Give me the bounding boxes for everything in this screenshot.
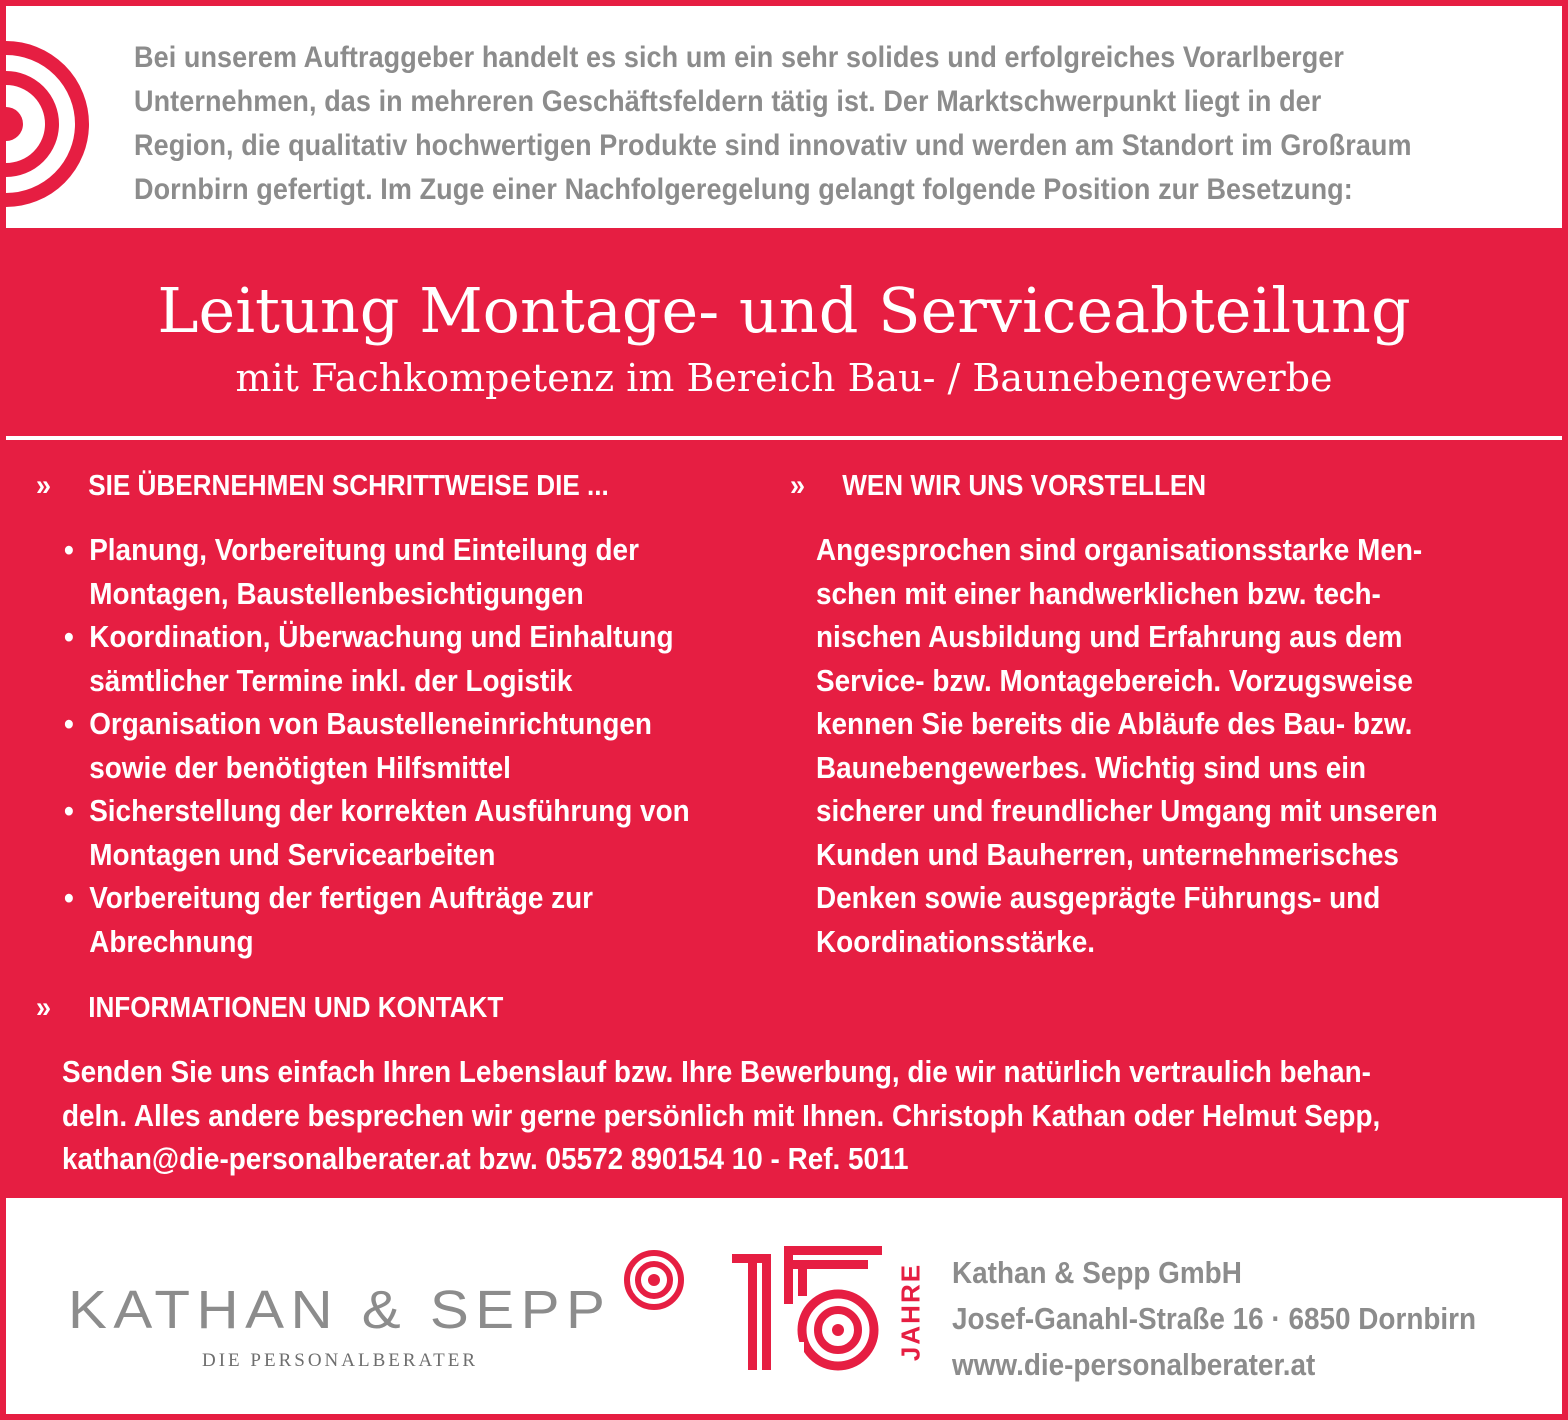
list-item-line: sowie der benötigten Hilfsmittel (89, 749, 511, 785)
chevron-double-right-icon: » (790, 469, 806, 502)
intro-line: Unternehmen, das in mehreren Geschäftsfeldern tätig ist. Der Marktschwerpunkt liegt in der (134, 85, 1322, 118)
profile-heading (790, 468, 1206, 504)
intro-line: Bei unserem Auftraggeber handelt es sich um ein sehr solides und erfolgreiches Vorarlberger (134, 41, 1345, 74)
profile-line: Service- bzw. Montagebereich. Vorzugsweise (816, 662, 1413, 698)
target-icon (0, 24, 100, 224)
intro-line: Region, die qualitativ hochwertigen Produkte sind innovativ und werden am Standort im Großraum (134, 129, 1412, 162)
profile-line: schen mit einer handwerklichen bzw. tech- (816, 575, 1381, 611)
profile-line: kennen Sie bereits die Abläufe des Bau- bzw. (816, 706, 1413, 741)
list-item-line: Montagen, Baustellenbesichtigungen (89, 575, 584, 611)
profile-line: sicherer und freundlicher Umgang mit unseren (816, 793, 1438, 828)
profile-text (816, 528, 1438, 963)
company-logo-wordmark: KATHAN & SEPP (68, 1280, 612, 1340)
list-item-line: Planung, Vorbereitung und Einteilung der (89, 532, 639, 567)
list-item-line: Abrechnung (89, 923, 254, 959)
bullet-dot-icon: • (64, 619, 74, 654)
job-title: Leitung Montage- und Serviceabteilung (157, 274, 1411, 347)
list-item-line: Vorbereitung der fertigen Aufträge zur (89, 880, 594, 915)
company-logo-subline: DIE PERSONALBERATER (202, 1350, 479, 1371)
profile-line: Angesprochen sind organisationsstarke Men- (816, 532, 1423, 567)
company-website-link[interactable]: www.die-personalberater.at (952, 1347, 1316, 1382)
list-item-line: Koordination, Überwachung und Einhaltung (89, 619, 674, 654)
tasks-heading-label: SIE ÜBERNEHMEN SCHRITTWEISE DIE ... (88, 470, 609, 502)
anniversary-label (891, 1250, 931, 1374)
list-item (64, 789, 690, 876)
profile-line: nischen Ausbildung und Erfahrung aus dem (816, 619, 1403, 654)
divider (6, 436, 1562, 440)
target-icon (622, 1248, 686, 1312)
list-item (64, 615, 690, 702)
contact-line: kathan@die-personalberater.at bzw. 05572 890154 10 - Ref. 5011 (62, 1141, 909, 1176)
bullet-dot-icon: • (64, 793, 74, 828)
profile-line: Baunebengewerbes. Wichtig sind uns ein (816, 749, 1367, 785)
chevron-double-right-icon: » (36, 469, 52, 502)
profile-heading-label: WEN WIR UNS VORSTELLEN (842, 470, 1207, 502)
company-address: Josef-Ganahl-Straße 16 · 6850 Dornbirn (952, 1301, 1477, 1336)
tasks-list (64, 528, 690, 963)
profile-line: Denken sowie ausgeprägte Führungs- und (816, 880, 1381, 915)
contact-heading (36, 990, 503, 1026)
list-item (64, 702, 690, 789)
job-panel (6, 228, 1562, 1198)
chevron-double-right-icon: » (36, 991, 52, 1024)
list-item-line: sämtlicher Termine inkl. der Logistik (89, 662, 573, 698)
company-contact (952, 1250, 1476, 1388)
tasks-heading (36, 468, 609, 504)
list-item-line: Sicherstellung der korrekten Ausführung von (89, 793, 690, 828)
contact-line: Senden Sie uns einfach Ihren Lebenslauf bzw. Ihre Bewerbung, die wir natürlich vertraulich behan- (62, 1054, 1371, 1089)
bullet-dot-icon: • (64, 532, 74, 567)
profile-line: Kunden und Bauherren, unternehmerisches (816, 836, 1399, 872)
bullet-dot-icon: • (64, 706, 74, 741)
profile-line: Koordinationsstärke. (816, 923, 1096, 959)
list-item-line: Montagen und Servicearbeiten (89, 836, 496, 872)
list-item (64, 876, 690, 963)
bullet-dot-icon: • (64, 880, 74, 915)
intro-text (134, 36, 1412, 212)
list-item (64, 528, 690, 615)
list-item-line: Organisation von Baustelleneinrichtungen (89, 706, 652, 741)
company-name: Kathan & Sepp GmbH (952, 1255, 1242, 1290)
contact-text (62, 1050, 1380, 1181)
contact-line: deln. Alles andere besprechen wir gerne persönlich mit Ihnen. Christoph Kathan oder Helmut Sepp, (62, 1097, 1381, 1133)
anniversary-label-text: JAHRE (895, 1262, 926, 1362)
job-subtitle: mit Fachkompetenz im Bereich Bau- / Baunebengewerbe (235, 356, 1333, 400)
intro-line: Dornbirn gefertigt. Im Zuge einer Nachfolgeregelung gelangt folgende Position zur Besetzung: (134, 173, 1353, 206)
contact-heading-label: INFORMATIONEN UND KONTAKT (88, 992, 504, 1024)
